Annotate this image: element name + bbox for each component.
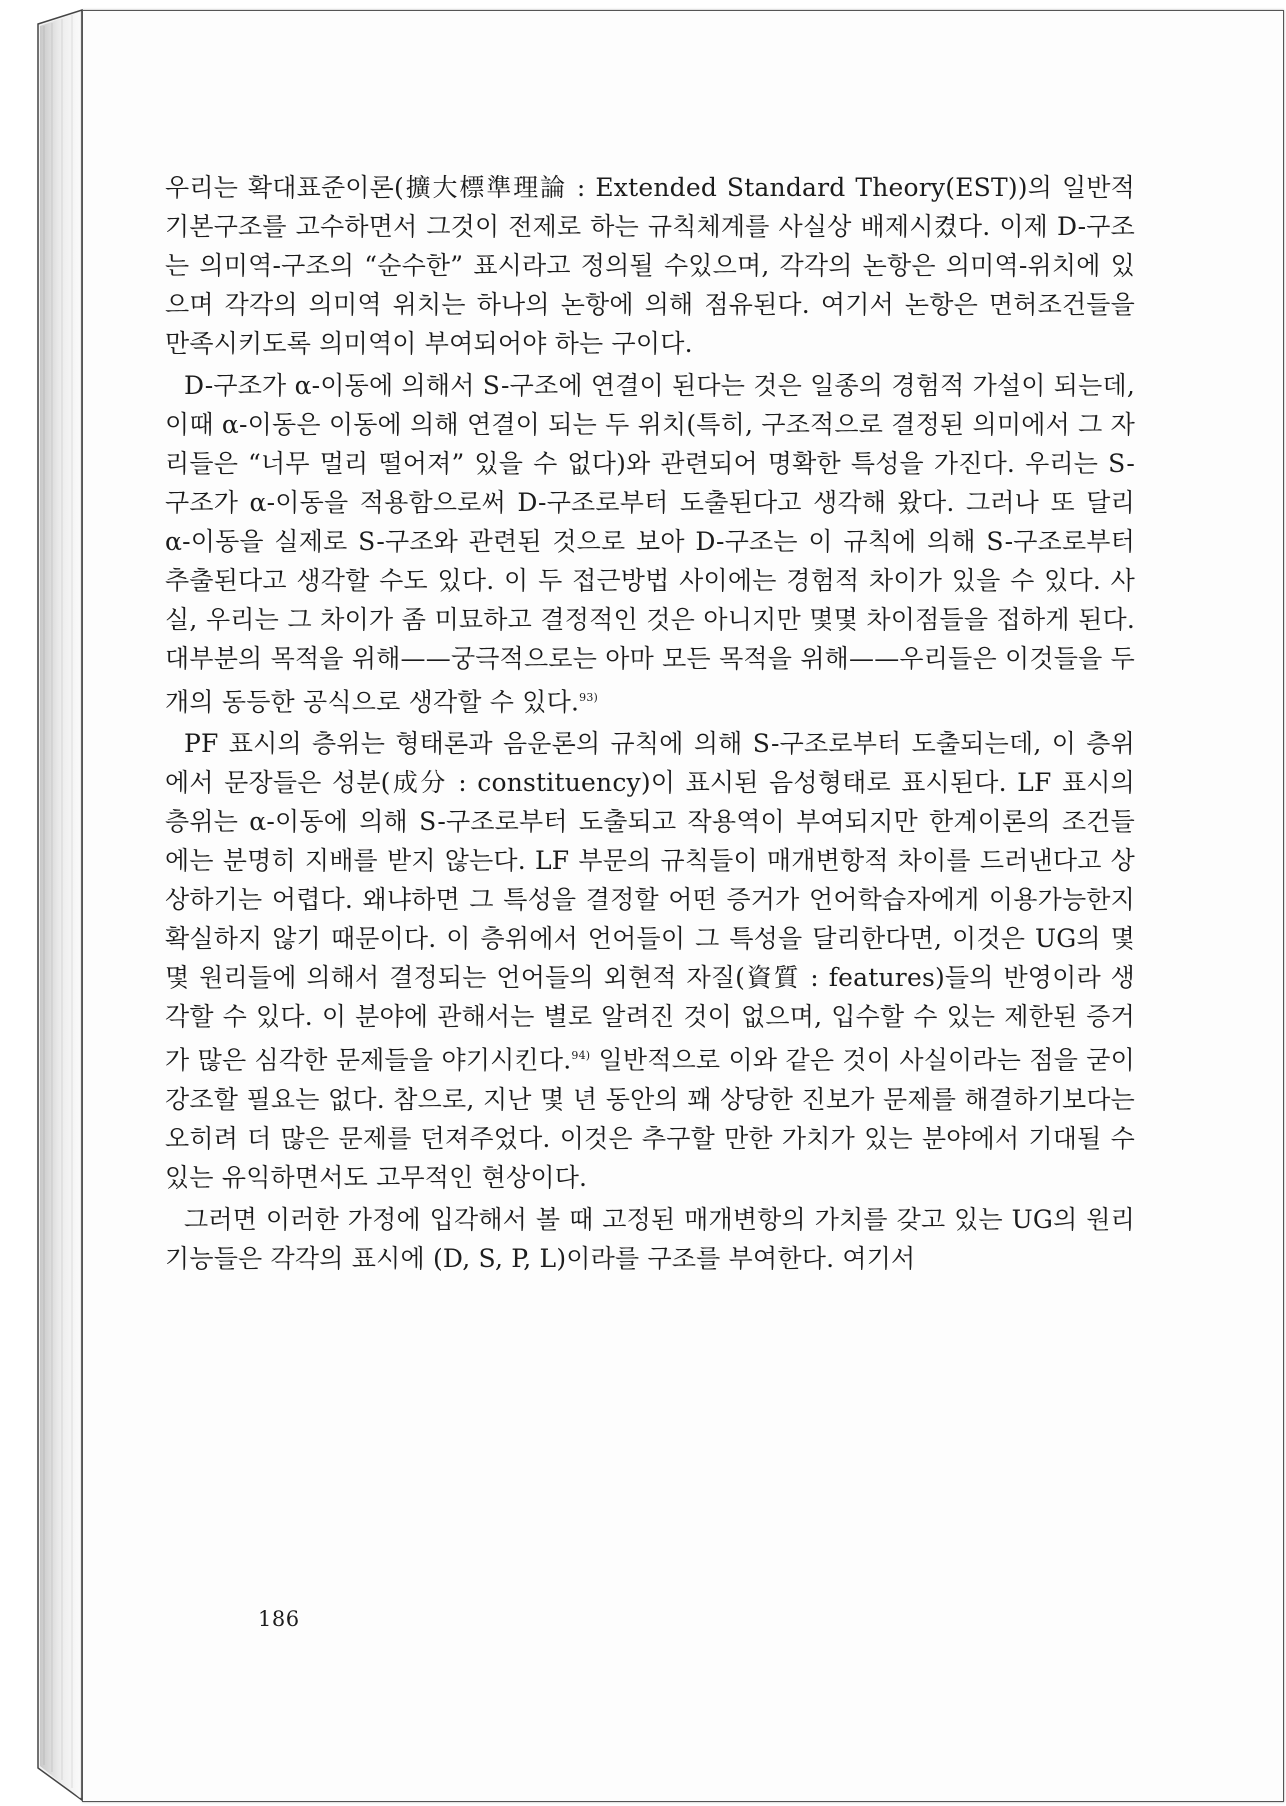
paragraph-3-text-part-2: 일반적으로 이와 같은 것이 사실이라는 점을 굳이 강조할 필요는 없다. 참으로, 지난 몇 년 동안의 꽤 상당한 진보가 문제를 해결하기보다는 오히려 더 많은 문제를 던져주었다. 이것은 추구할 만한 가치가 있는 분야에서 기대될 수 있는 유익하면서도 고무적인 현상이다.	[165, 1045, 1135, 1192]
paragraph-4-text: 그러면 이러한 가정에 입각해서 볼 때 고정된 매개변항의 가치를 갖고 있는 UG의 원리기능들은 각각의 표시에 (D, S, P, L)이라를 구조를 부여한다. 여기서	[165, 1204, 1135, 1273]
page-body-text	[165, 168, 1135, 1278]
paragraph-2-text: D-구조가 α-이동에 의해서 S-구조에 연결이 된다는 것은 일종의 경험적 가설이 되는데, 이때 α-이동은 이동에 의해 연결이 되는 두 위치(특히, 구조적으로 결정된 의미에서 그 자리들은 “너무 멀리 떨어져” 있을 수 없다)와 관련되어 명확한 특성을 가진다. 우리는 S-구조가 α-이동을 적용함으로써 D-구조로부터 도출된다고 생각해 왔다. 그러나 또 달리 α-이동을 실제로 S-구조와 관련된 것으로 보아 D-구조는 이 규칙에 의해 S-구조로부터 추출된다고 생각할 수도 있다. 이 두 접근방법 사이에는 경험적 차이가 있을 수 있다. 사실, 우리는 그 차이가 좀 미묘하고 결정적인 것은 아니지만 몇몇 차이점들을 접하게 된다. 대부분의 목적을 위해——궁극적으로는 아마 모든 목적을 위해——우리들은 이것들을 두 개의 동등한 공식으로 생각할 수 있다.	[165, 371, 1135, 717]
paragraph-1-text: 우리는 확대표준이론(擴大標準理論 : Extended Standard Theory(EST))의 일반적 기본구조를 고수하면서 그것이 전제로 하는 규칙체계를 사실상 배제시켰다. 이제 D-구조는 의미역-구조의 “순수한” 표시라고 정의될 수있으며, 각각의 논항은 의미역-위치에 있으며 각각의 의미역 위치는 하나의 논항에 의해 점유된다. 여기서 논항은 면허조건들을 만족시키도록 의미역이 부여되어야 하는 구이다.	[165, 173, 1135, 358]
paragraph-3	[165, 724, 1135, 1196]
paragraph-2	[165, 366, 1135, 721]
footnote-marker-94: 94)	[571, 1049, 591, 1063]
footnote-marker-93: 93)	[579, 691, 599, 704]
paragraph-4	[165, 1200, 1135, 1278]
page-number: 186	[258, 1607, 300, 1631]
paragraph-3-text-part-1: PF 표시의 층위는 형태론과 음운론의 규칙에 의해 S-구조로부터 도출되는데, 이 층위에서 문장들은 성분(成分 : constituency)이 표시된 음성형태로 표시된다. LF 표시의 층위는 α-이동에 의해 S-구조로부터 도출되고 작용역이 부여되지만 한계이론의 조건들에는 분명히 지배를 받지 않는다. LF 부문의 규칙들이 매개변항적 차이를 드러낸다고 상상하기는 어렵다. 왜냐하면 그 특성을 결정할 어떤 증거가 언어학습자에게 이용가능한지 확실하지 않기 때문이다. 이 층위에서 언어들이 그 특성을 달리한다면, 이것은 UG의 몇몇 원리들에 의해서 결정되는 언어들의 외현적 자질(資質 : features)들의 반영이라 생각할 수 있다. 이 분야에 관해서는 별로 알려진 것이 없으며, 입수할 수 있는 제한된 증거가 많은 심각한 문제들을 야기시킨다.	[165, 729, 1135, 1075]
paragraph-1	[165, 168, 1135, 363]
